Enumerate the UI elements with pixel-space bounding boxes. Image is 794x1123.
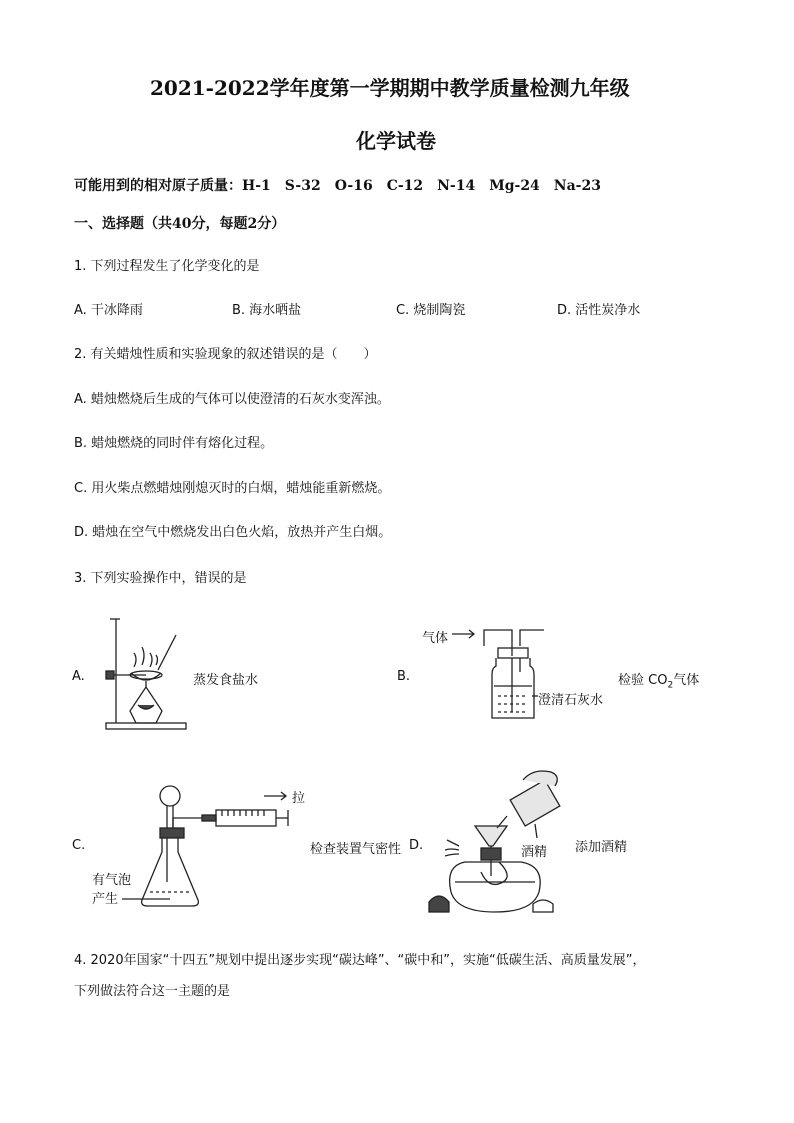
- co2-subscript: 2: [667, 680, 674, 691]
- q3-option-b-letter: B.: [397, 669, 411, 684]
- bubbles-label-line1: 有气泡: [92, 873, 132, 888]
- q3-stem: 3. 下列实验操作中，错误的是: [74, 571, 247, 586]
- atomic-masses-values: H-1 S-32 O-16 C-12 N-14 Mg-24 Na-23: [242, 178, 601, 194]
- bubbles-pointer: [122, 896, 172, 902]
- bubbles-label-line2: 产生: [92, 892, 119, 907]
- airtightness-check-diagram: [140, 782, 300, 912]
- atomic-masses-label: 可能用到的相对原子质量：: [74, 178, 242, 194]
- exam-title: 2021-2022学年度第一学期期中教学质量检测九年级: [150, 76, 630, 100]
- q1-option-d: D. 活性炭净水: [557, 303, 641, 318]
- q3-option-a-letter: A.: [72, 669, 85, 684]
- co2-caption-post: 气体: [673, 673, 700, 688]
- atomic-masses: [74, 175, 601, 195]
- q2-option-d: D. 蜡烛在空气中燃烧发出白色火焰，放热并产生白烟。: [74, 525, 392, 540]
- exam-subtitle: 化学试卷: [356, 129, 436, 153]
- q3-option-b-caption: [618, 669, 699, 691]
- q3-option-d-letter: D.: [409, 838, 424, 853]
- q3-option-c-caption: 检查装置气密性: [310, 842, 402, 857]
- q3-option-a-caption: 蒸发食盐水: [193, 673, 259, 688]
- q4-stem-line2: 下列做法符合这一主题的是: [74, 984, 231, 999]
- q4-stem-line1: 4. 2020年国家“十四五”规划中提出逐步实现“碳达峰”、“碳中和”，实施“低碳生活、高质量发展”，: [74, 953, 646, 968]
- q2-option-b: B. 蜡烛燃烧的同时伴有熔化过程。: [74, 436, 274, 451]
- gas-wash-bottle-diagram: [452, 626, 562, 726]
- co2-caption-pre: 检验 CO: [618, 673, 668, 688]
- pull-label: 拉: [292, 791, 306, 806]
- gas-label: 气体: [422, 631, 449, 646]
- q3-option-c-letter: C.: [72, 838, 86, 853]
- q1-stem: 1. 下列过程发生了化学变化的是: [74, 259, 260, 274]
- q1-option-a: A. 干冰降雨: [74, 303, 143, 318]
- limewater-label: 澄清石灰水: [538, 693, 604, 708]
- q3-option-d-caption: 添加酒精: [575, 840, 628, 855]
- q2-option-a: A. 蜡烛燃烧后生成的气体可以使澄清的石灰水变浑浊。: [74, 392, 390, 407]
- q1-option-c: C. 烧制陶瓷: [396, 303, 466, 318]
- section-heading: 一、选择题（共40分，每题2分）: [74, 216, 286, 232]
- q2-stem: 2. 有关蜡烛性质和实验现象的叙述错误的是（ ）: [74, 347, 377, 362]
- q1-option-b: B. 海水晒盐: [232, 303, 302, 318]
- alcohol-label: 酒精: [521, 845, 548, 860]
- q2-option-c: C. 用火柴点燃蜡烛刚熄灭时的白烟，蜡烛能重新燃烧。: [74, 481, 391, 496]
- evaporation-apparatus-diagram: [98, 615, 198, 735]
